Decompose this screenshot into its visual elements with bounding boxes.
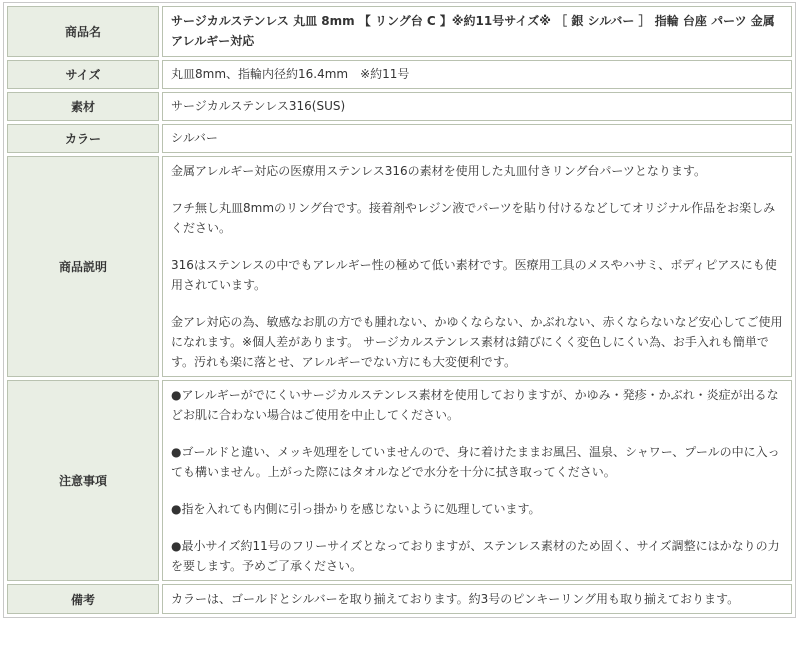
- value-description: [162, 156, 792, 377]
- description-paragraph: 316はステンレスの中でもアレルギー性の極めて低い素材です。医療用工具のメスやハサミ、ボディピアスにも使用されています。: [171, 258, 777, 292]
- row-product-name: [7, 6, 792, 57]
- label-notes: 注意事項: [7, 380, 159, 581]
- row-description: [7, 156, 792, 377]
- label-description: 商品説明: [7, 156, 159, 377]
- label-size: サイズ: [7, 60, 159, 89]
- value-size: 丸皿8mm、指輪内径約16.4mm ※約11号: [162, 60, 792, 89]
- product-spec-table: [4, 3, 795, 617]
- label-remarks: 備考: [7, 584, 159, 614]
- row-material: [7, 92, 792, 121]
- label-color: カラー: [7, 124, 159, 153]
- value-notes: [162, 380, 792, 581]
- label-product-name: 商品名: [7, 6, 159, 57]
- value-remarks: カラーは、ゴールドとシルバーを取り揃えております。約3号のピンキーリング用も取り揃えております。: [162, 584, 792, 614]
- row-size: [7, 60, 792, 89]
- note-item: ●最小サイズ約11号のフリーサイズとなっておりますが、ステンレス素材のため固く、サイズ調整にはかなりの力を要します。予めご了承ください。: [171, 539, 780, 573]
- value-color: シルバー: [162, 124, 792, 153]
- value-material: サージカルステンレス316(SUS): [162, 92, 792, 121]
- row-remarks: [7, 584, 792, 614]
- description-paragraph: 金アレ対応の為、敏感なお肌の方でも腫れない、かゆくならない、かぶれない、赤くならないなど安心してご使用になれます。※個人差があります。 サージカルステンレス素材は錆びにくく変色しにくい為、お手入れも簡単です。汚れも楽に落とせ、アレルギーでない方にも大変便利です。: [171, 315, 783, 369]
- value-product-name: サージカルステンレス 丸皿 8mm 【 リング台 C 】※約11号サイズ※ ［ 銀 シルバー ］ 指輪 台座 パーツ 金属アレルギー対応: [162, 6, 792, 57]
- note-item: ●指を入れても内側に引っ掛かりを感じないように処理しています。: [171, 502, 541, 516]
- description-paragraph: フチ無し丸皿8mmのリング台です。接着剤やレジン液でパーツを貼り付けるなどしてオリジナル作品をお楽しみください。: [171, 201, 776, 235]
- note-item: ●アレルギーがでにくいサージカルステンレス素材を使用しておりますが、かゆみ・発疹・かぶれ・炎症が出るなどお肌に合わない場合はご使用を中止してください。: [171, 388, 779, 422]
- row-color: [7, 124, 792, 153]
- note-item: ●ゴールドと違い、メッキ処理をしていませんので、身に着けたままお風呂、温泉、シャワー、プールの中に入っても構いません。上がった際にはタオルなどで水分を十分に拭き取ってください。: [171, 445, 780, 479]
- row-notes: [7, 380, 792, 581]
- label-material: 素材: [7, 92, 159, 121]
- description-paragraph: 金属アレルギー対応の医療用ステンレス316の素材を使用した丸皿付きリング台パーツとなります。: [171, 164, 706, 178]
